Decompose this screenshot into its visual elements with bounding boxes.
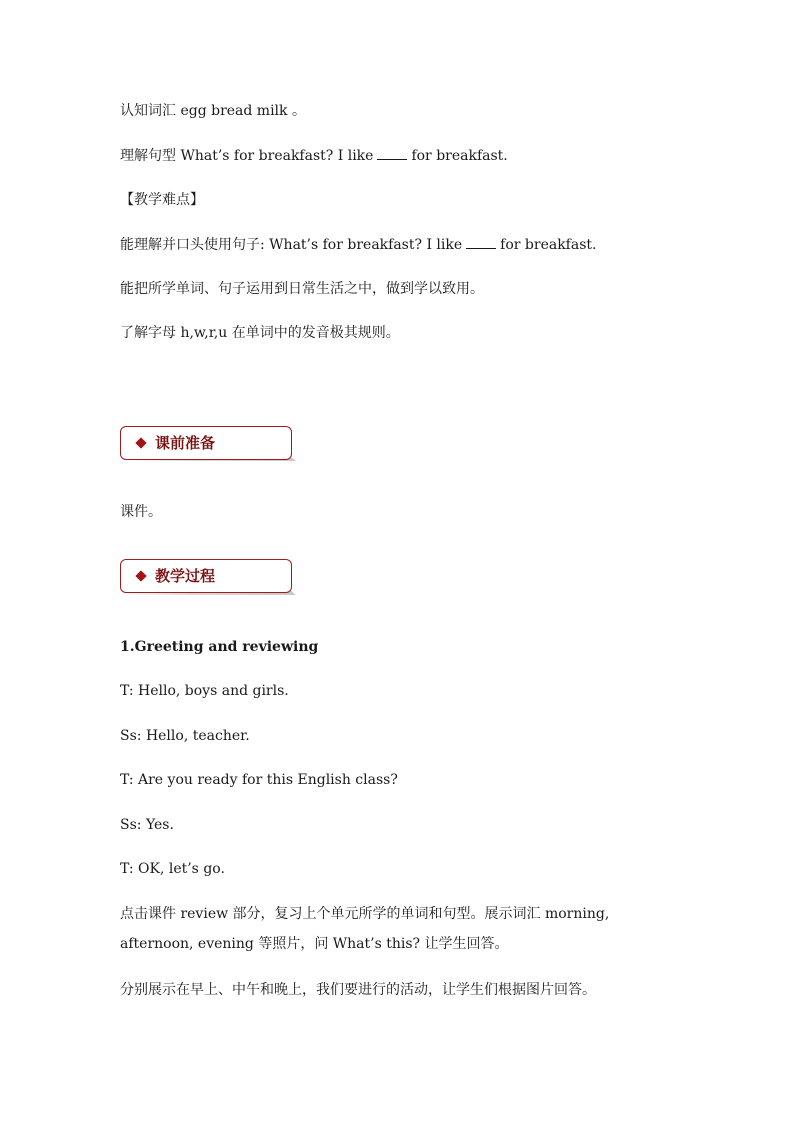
section-header-process: [120, 559, 292, 593]
line-oral-usage: [120, 235, 596, 255]
teaching-difficulty-text: 【教学难点】: [120, 192, 204, 208]
dialogue-line: [120, 726, 250, 746]
section-header-preparation: [120, 426, 292, 460]
diamond-bullet-icon: [135, 570, 146, 581]
diamond-bullet-icon: [135, 437, 146, 448]
dialogue-text: T: OK, let’s go.: [120, 861, 225, 877]
paragraph-review: [120, 899, 680, 959]
letter-sounds-text: 了解字母 h,w,r,u 在单词中的发音极其规则。: [120, 325, 400, 341]
section-title-preparation: 课前准备: [155, 434, 216, 452]
dialogue-text: Ss: Hello, teacher.: [120, 728, 250, 744]
line-understand-sentence: [120, 146, 508, 166]
dialogue-line: [120, 681, 289, 701]
heading-teaching-difficulty: [120, 190, 204, 210]
cognitive-vocab-text: 认知词汇 egg bread milk 。: [120, 103, 306, 119]
line-cognitive-vocab: [120, 101, 306, 121]
oral-usage-tail: for breakfast.: [500, 237, 597, 253]
step-heading-greeting: [120, 637, 318, 657]
section-title-process: 教学过程: [155, 567, 216, 585]
oral-usage-text: 能理解并口头使用句子: What’s for breakfast? I like: [120, 237, 463, 253]
activities-paragraph-text: 分别展示在早上、中午和晚上，我们要进行的活动，让学生们根据图片回答。: [120, 982, 596, 998]
understand-sentence-tail: for breakfast.: [411, 148, 508, 164]
review-paragraph-text: 点击课件 review 部分，复习上个单元所学的单词和句型。展示词汇 morning, afternoon, evening 等照片，问 What’s this? 让学生回答。: [120, 906, 610, 952]
dialogue-line: [120, 770, 398, 790]
line-letter-sounds: [120, 323, 400, 343]
prep-materials-text: 课件。: [120, 504, 162, 520]
dialogue-text: T: Hello, boys and girls.: [120, 683, 289, 699]
dialogue-line: [120, 815, 174, 835]
paragraph-activities: [120, 980, 596, 1000]
dialogue-line: [120, 859, 225, 879]
apply-daily-text: 能把所学单词、句子运用到日常生活之中，做到学以致用。: [120, 281, 484, 297]
line-prep-materials: [120, 502, 162, 522]
dialogue-text: T: Are you ready for this English class?: [120, 772, 398, 788]
fill-blank: [377, 147, 407, 160]
fill-blank: [466, 236, 496, 249]
understand-sentence-text: 理解句型 What’s for breakfast? I like: [120, 148, 374, 164]
dialogue-text: Ss: Yes.: [120, 817, 174, 833]
greeting-heading-text: 1.Greeting and reviewing: [120, 639, 319, 655]
line-apply-daily: [120, 279, 484, 299]
